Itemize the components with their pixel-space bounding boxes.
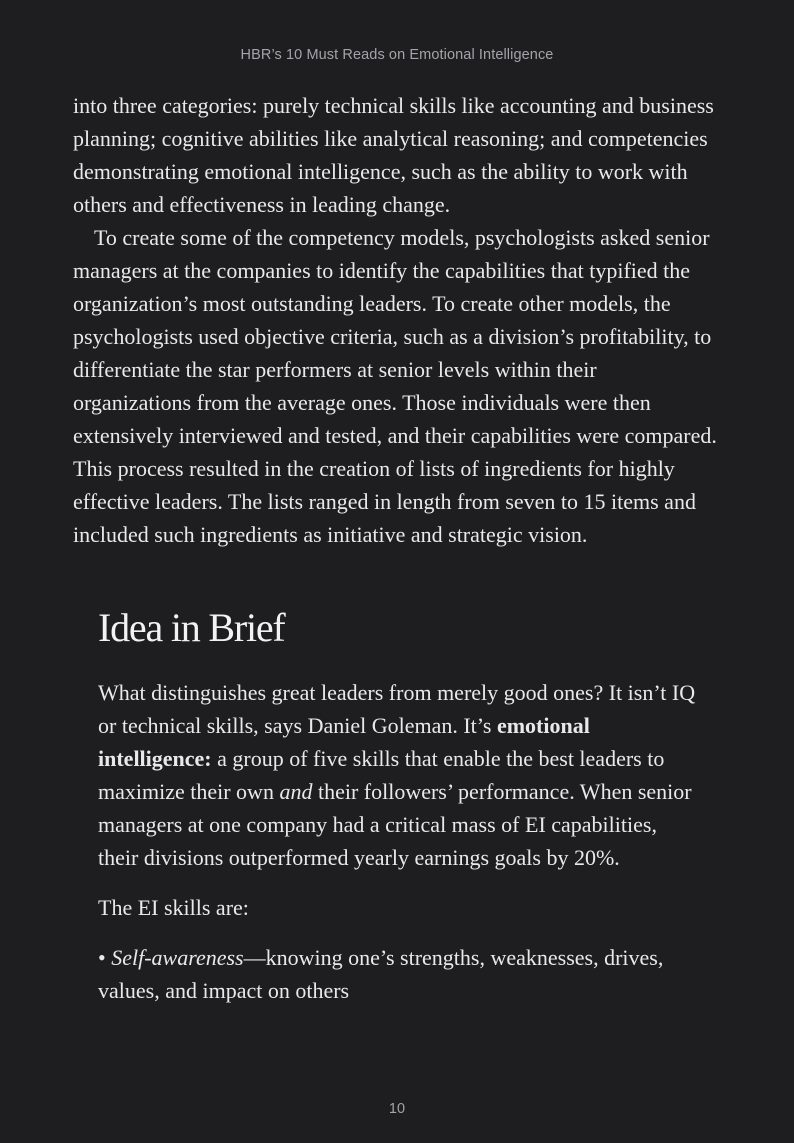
intro-italic-word: and <box>279 779 313 804</box>
intro-bold-term: emotional intelligence: <box>98 713 590 771</box>
idea-in-brief-sidebar <box>98 604 698 1007</box>
skills-lead: The EI skills are: <box>98 895 249 920</box>
skill-list-item <box>98 941 698 1007</box>
body-paragraph: To create some of the competency models, psychologists asked senior managers at the companies to identify the capabilities that typified the organization’s most outstanding leaders. To create other models, the psychologists used objective criteria, such as a division’s profitability, to differentiate the star performers at senior levels within their organizations from the average ones. Those individuals were then extensively interviewed and tested, and their capabilities were compared. This process resulted in the creation of lists of ingredients for highly effective leaders. The lists ranged in length from seven to 15 items and included such ingredients as initiative and strategic vision. <box>73 225 717 547</box>
sidebar-title: Idea in Brief <box>98 605 285 650</box>
page-number: 10 <box>388 1101 406 1117</box>
body-paragraph: into three categories: purely technical skills like accounting and business planning; cognitive abilities like analytical reasoning; and competencies demonstrating emotional intelligence, such as the ability to work with others and effectiveness in leading change. <box>73 93 714 217</box>
running-header: HBR’s 10 Must Reads on Emotional Intelligence <box>240 47 554 63</box>
bullet-icon: • <box>98 945 106 970</box>
intro-text: a group of five skills that enable the best leaders to maximize their own <box>98 746 665 804</box>
main-text <box>73 89 718 551</box>
sidebar-intro-paragraph <box>98 676 698 874</box>
intro-text: their followers’ performance. When senior managers at one company had a critical mass of EI capabilities, their divisions outperformed yearly earnings goals by 20%. <box>98 779 692 870</box>
skills-list <box>98 941 698 1007</box>
skill-term: Self-awareness <box>111 945 244 970</box>
intro-text: What distinguishes great leaders from merely good ones? It isn’t IQ or technical skills, says Daniel Goleman. It’s <box>98 680 696 738</box>
skill-description: —knowing one’s strengths, weaknesses, drives, values, and impact on others <box>98 945 664 1003</box>
